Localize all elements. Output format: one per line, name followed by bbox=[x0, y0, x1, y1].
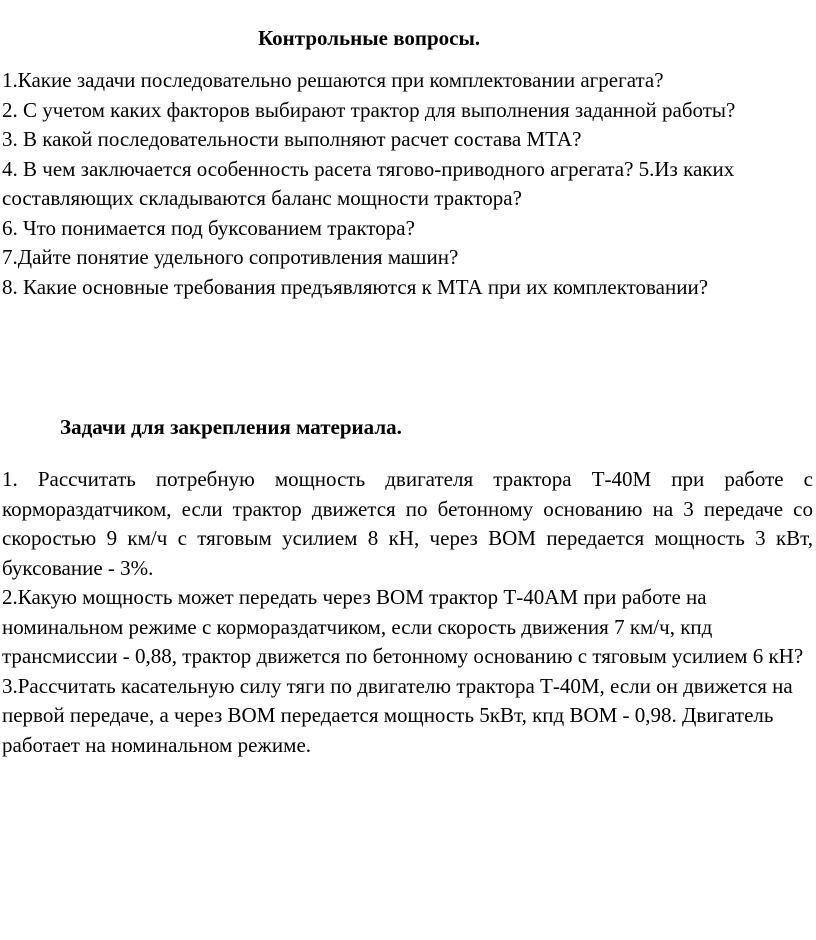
task-2: 2.Какую мощность может передать через ВОМ трактор Т-40АМ при работе на номинальном режиме с кормораздатчиком, если скорость движения 7 км/ч, кпд трансмиссии - 0,88, трактор движется по бетонному основанию с тяговым усилием 6 кН? bbox=[2, 585, 804, 668]
task-3: 3.Рассчитать касательную силу тяги по двигателю трактора Т-40М, если он движется на первой передаче, а через ВОМ передается мощность 5кВт, кпд ВОМ - 0,98. Двигатель работает на номинальном режиме. bbox=[2, 673, 793, 757]
tasks-title: Задачи для закрепления материала. bbox=[60, 415, 402, 439]
question-6: 6. Что понимается под буксованием трактора? bbox=[2, 215, 415, 240]
question-1: 1.Какие задачи последовательно решаются при комплектовании агрегата? bbox=[2, 68, 664, 92]
control-questions-title: Контрольные вопросы. bbox=[258, 26, 481, 50]
task-1: 1. Рассчитать потребную мощность двигателя трактора Т-40М при работе с кормораздатчиком, если трактор движется по бетонному основанию на 3 передаче со скоростью 9 км/ч с тяговым усилием 8 кН, через ВОМ передается мощность 3 кВт, буксование - 3%. bbox=[2, 467, 813, 580]
control-questions-list bbox=[2, 66, 802, 302]
question-7: 7.Дайте понятие удельного сопротивления машин? bbox=[2, 245, 459, 269]
question-4-5: 4. В чем заключается особенность расета тягово-приводного агрегата? 5.Из каких составляющих складываются баланс мощности трактора? bbox=[2, 156, 735, 210]
question-3: 3. В какой последовательности выполняют расчет состава МТА? bbox=[2, 127, 582, 151]
question-2: 2. С учетом каких факторов выбирают трактор для выполнения заданной работы? bbox=[2, 97, 736, 122]
tasks-list bbox=[2, 465, 813, 760]
question-8: 8. Какие основные требования предъявляются к МТА при их комплектовании? bbox=[2, 274, 709, 299]
